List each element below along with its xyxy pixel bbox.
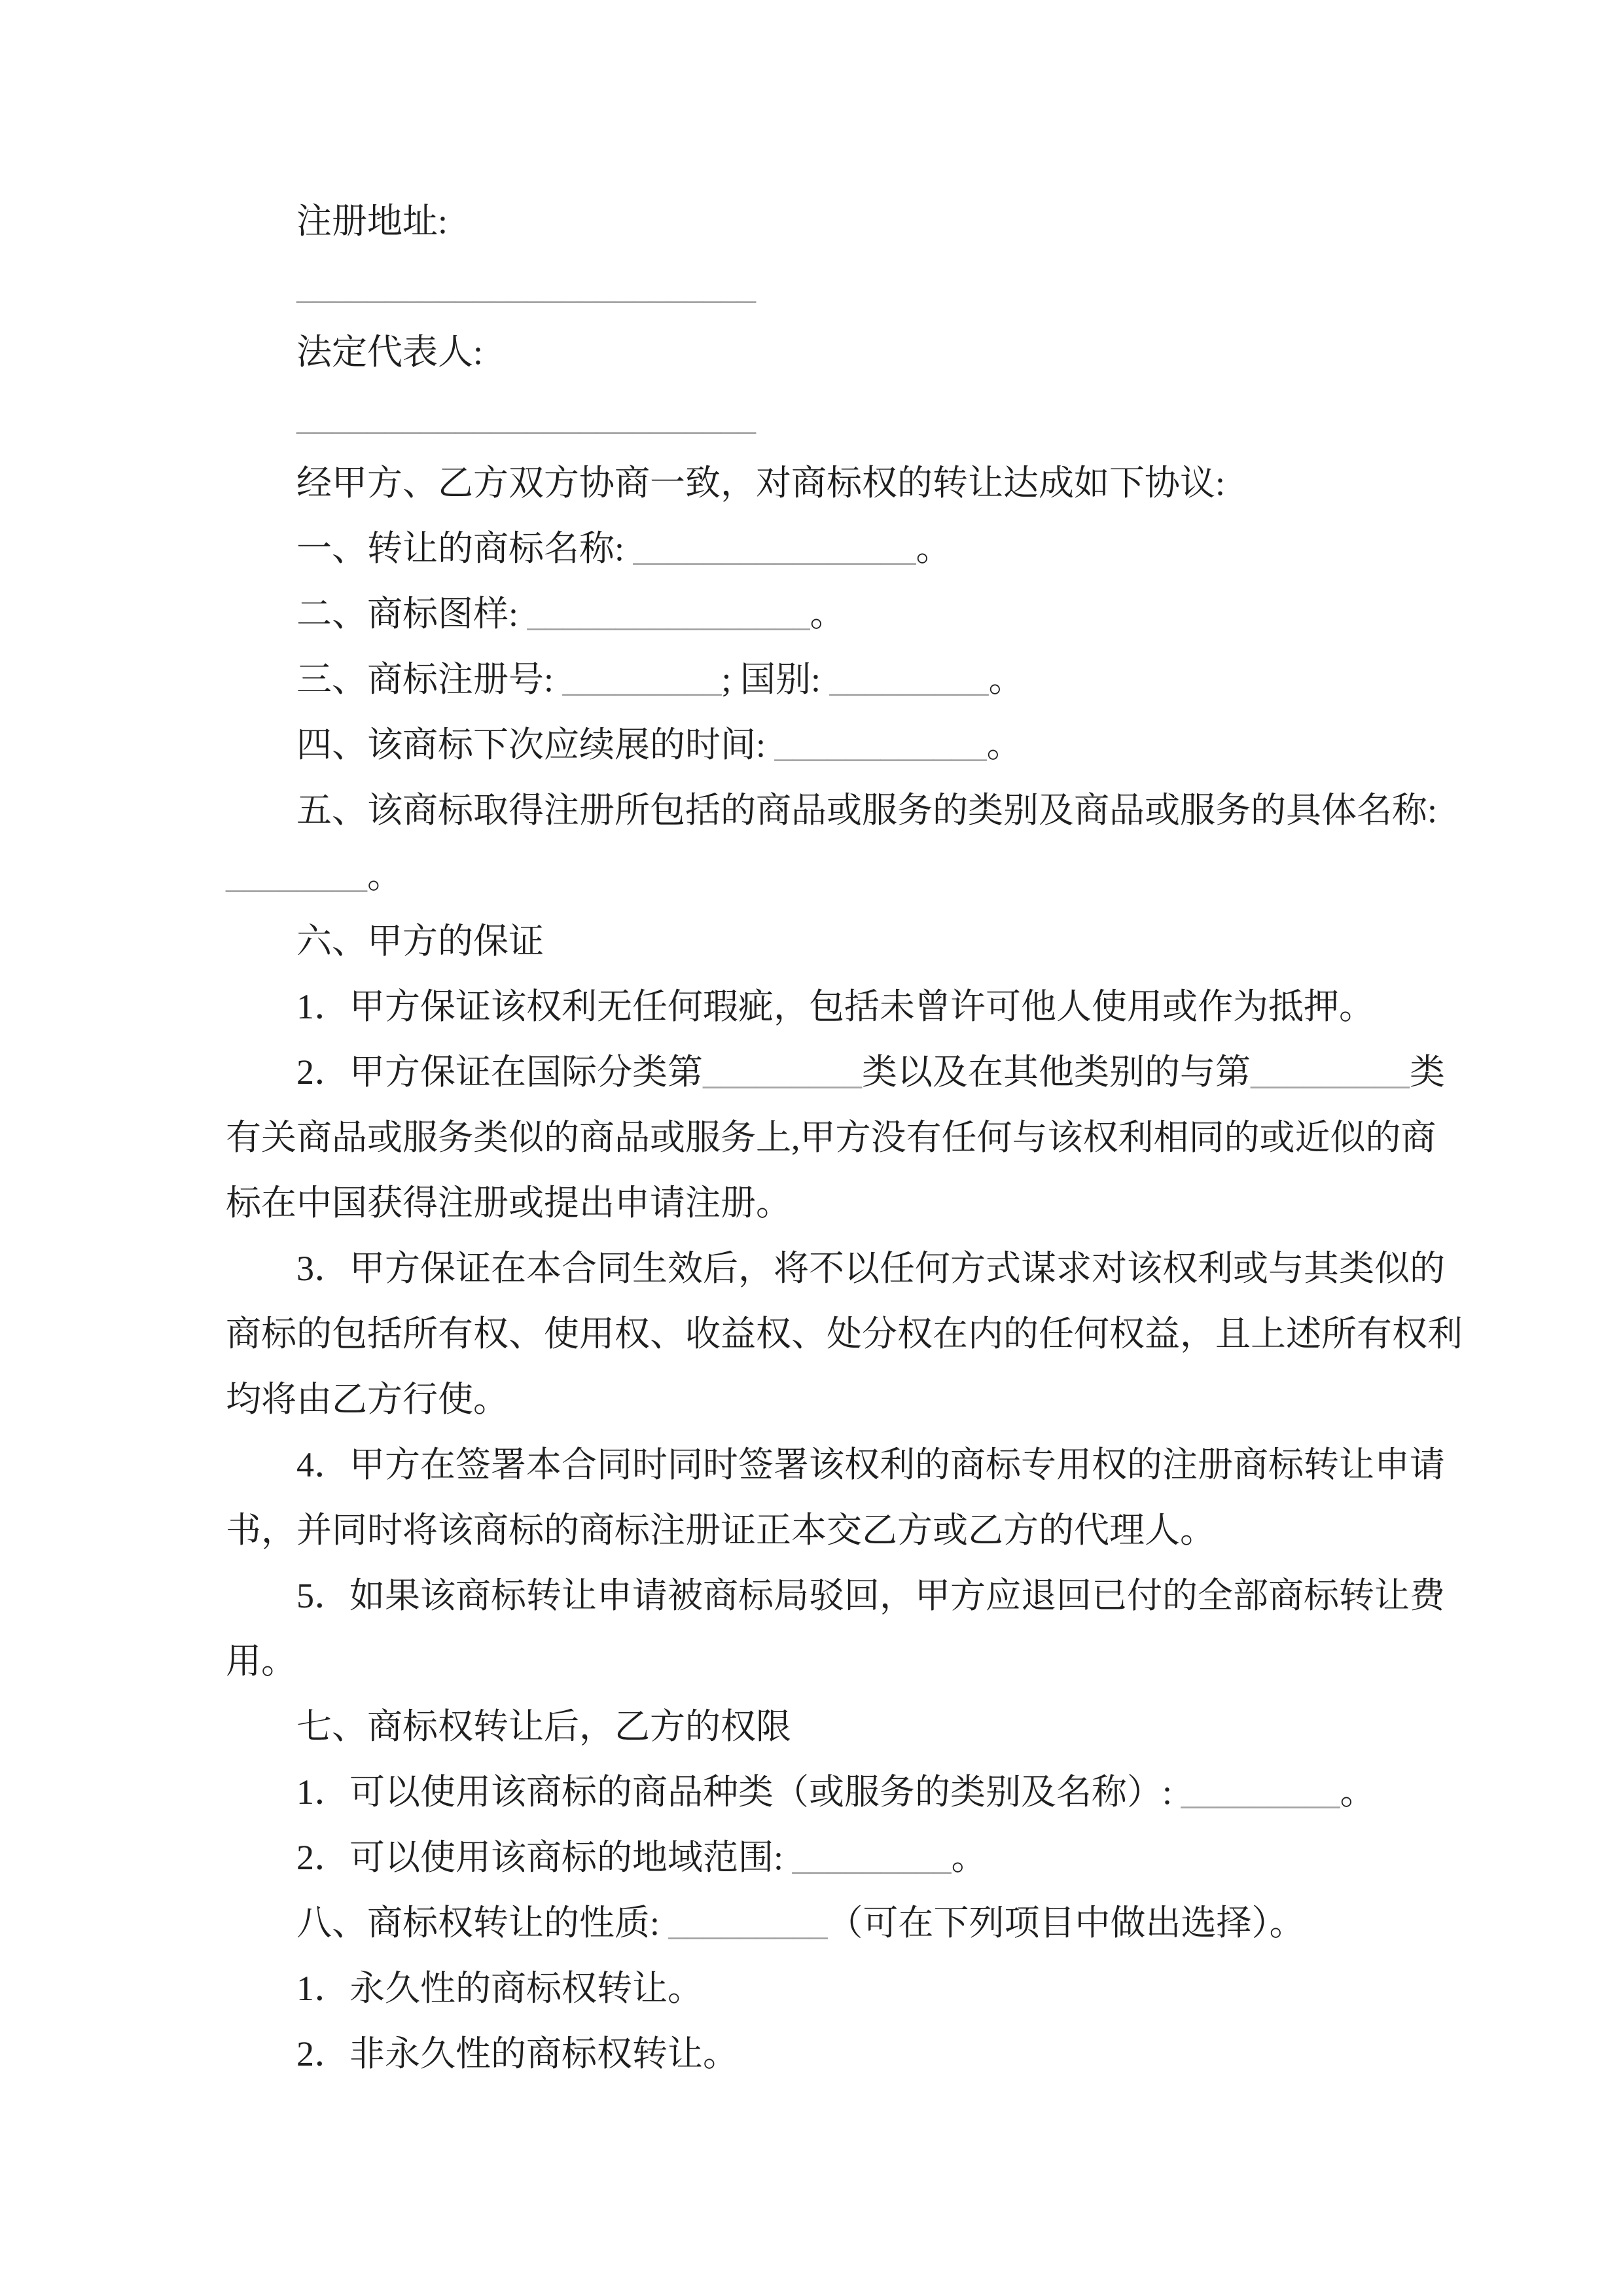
text-span: 用。 [226,1641,296,1681]
text-span: ; 国别: [721,660,830,699]
text-line [226,843,1414,908]
text-line [226,1759,1414,1825]
text-line [226,908,1414,974]
text-span: 书，并同时将该商标的商标注册证正本交乙方或乙方的代理人。 [226,1511,1215,1550]
text-span: 有关商品或服务类似的商品或服务上,甲方没有任何与该权利相同的或近似的商 [226,1118,1436,1157]
text-line [226,1170,1414,1236]
text-span: 。 [810,594,846,634]
text-span: 。 [367,856,402,895]
text-line [226,974,1414,1039]
text-line [226,2021,1414,2087]
text-span: 。 [916,529,952,568]
text-line [226,254,1414,319]
text-span: 1．永久性的商标权转让。 [296,1969,703,2008]
blank-field: _________ [792,1838,952,1877]
text-line [226,1432,1445,1498]
blank-field: _________ [1251,1052,1410,1092]
blank-field: _________ [703,1052,862,1092]
text-line [226,1367,1414,1432]
text-span: 1．甲方保证该权利无任何瑕疵，包括未曾许可他人使用或作为抵押。 [296,987,1374,1026]
text-line [226,1039,1445,1105]
text-line [226,647,1414,712]
text-line [226,778,1437,843]
text-line [226,1105,1436,1170]
text-span: 5．如果该商标转让申请被商标局驳回，甲方应退回已付的全部商标转让费 [296,1576,1445,1615]
text-span: 五、该商标取得注册所包括的商品或服务的类别及商品或服务的具体名称: [296,791,1437,830]
blank-field: ____________ [774,725,987,764]
blank-field: ________________ [633,529,916,568]
text-span: 。 [1340,1772,1376,1812]
text-span: 类以及在其他类别的与第 [862,1052,1251,1092]
text-span: 4．甲方在签署本合同时同时签署该权利的商标专用权的注册商标转让申请 [296,1445,1445,1484]
document-body [226,188,1463,2087]
text-span: 均将由乙方行使。 [226,1380,508,1419]
text-span: 法定代表人: [296,332,484,372]
text-line [226,1694,1414,1759]
text-span: 2．甲方保证在国际分类第 [296,1052,703,1092]
text-span: 。 [986,725,1022,764]
text-line [226,188,1414,254]
text-line [226,1890,1414,1956]
text-line [226,712,1414,778]
blank-field: __________________________ [296,267,756,306]
text-line [226,450,1414,516]
text-line [226,1825,1414,1890]
text-span: （可在下列项目中做出选择）。 [827,1903,1305,1943]
blank-field: ________ [226,856,367,895]
text-span: 3．甲方保证在本合同生效后，将不以任何方式谋求对该权利或与其类似的 [296,1249,1445,1288]
text-line [226,385,1414,450]
text-span: 标在中国获得注册或提出申请注册。 [226,1183,791,1223]
text-span: 2．非永久性的商标权转让。 [296,2034,738,2073]
text-line [226,1628,1414,1694]
text-span: 注册地址: [296,202,448,241]
blank-field: __________________________ [296,398,756,437]
text-line [226,1563,1445,1628]
text-span: 类 [1410,1052,1445,1092]
blank-field: ________________ [527,594,810,634]
text-line [226,1236,1445,1301]
blank-field: _________ [1181,1772,1340,1812]
text-span: 经甲方、乙方双方协商一致，对商标权的转让达成如下协议: [296,463,1226,503]
blank-field: _________ [562,660,722,699]
text-span: 商标的包括所有权、使用权、收益权、处分权在内的任何权益，且上述所有权利 [226,1314,1463,1354]
text-span: 六、甲方的保证 [296,922,544,961]
text-span: 2．可以使用该商标的地域范围: [296,1838,793,1877]
text-span: 七、商标权转让后，乙方的权限 [296,1707,791,1746]
text-line [226,1498,1414,1563]
text-line [226,516,1414,581]
blank-field: _________ [829,660,989,699]
text-span: 四、该商标下次应续展的时间: [296,725,775,764]
text-span: 一、转让的商标名称: [296,529,633,568]
text-span: 八、商标权转让的性质: [296,1903,669,1943]
text-span: 三、商标注册号: [296,660,563,699]
text-line [226,581,1414,647]
text-span: 。 [951,1838,987,1877]
text-line [226,1301,1463,1367]
text-span: 1．可以使用该商标的商品种类（或服务的类别及名称）: [296,1772,1181,1812]
text-span: 。 [988,660,1024,699]
text-line [226,1956,1414,2021]
blank-field: _________ [668,1903,828,1943]
text-line [226,319,1414,385]
text-span: 二、商标图样: [296,594,527,634]
